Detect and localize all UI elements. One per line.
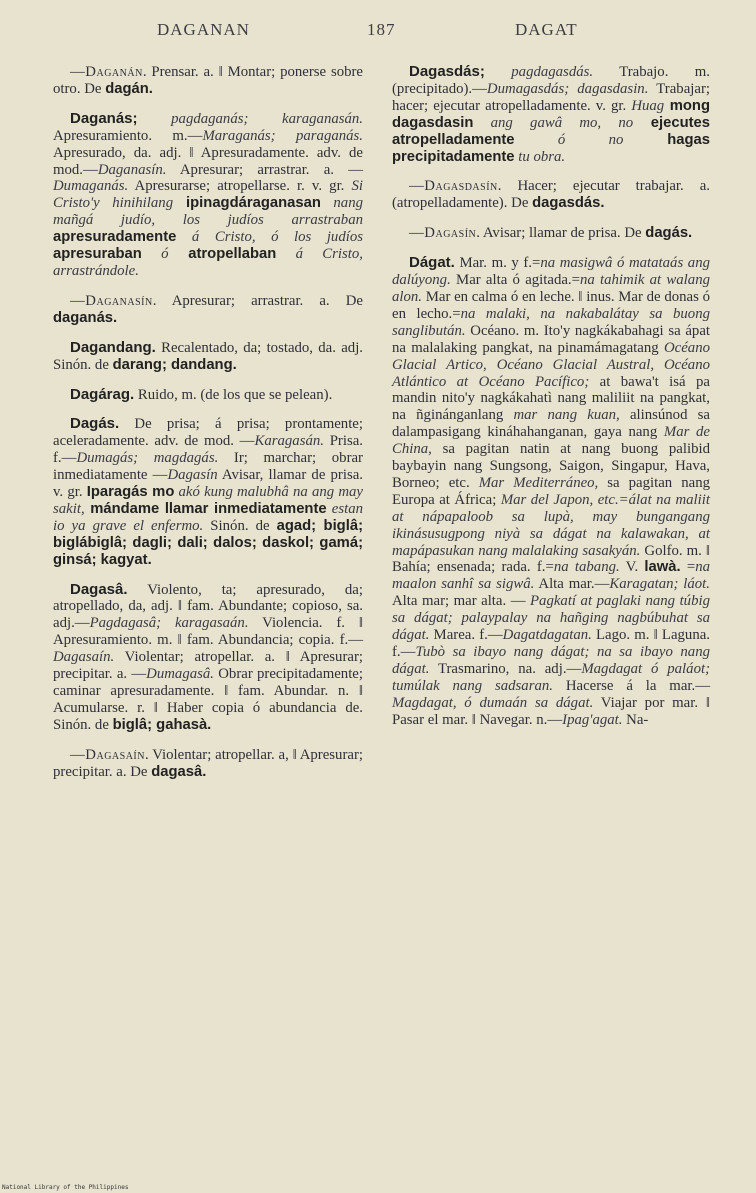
entry-daganas: Daganás; pagdaganás; karaganasán. Apresuramiento. m.—Maraganás; paraganás. Apresurado, da. adj. ‖ Apresuradamente. adv. de mod.—Daganasín. Apresurar; arrastrar. a. —Dumaganás. Apresurarse; atropellarse. r. v. gr. Si Cristo'y hinihilang ipinagdáraganasan nang mañgá judío, los judíos arrastraban apresuradamente á Cristo, ó los judíos apresuraban ó atropellaban á Cristo, arrastrándole. bbox=[53, 109, 364, 279]
entry-dagas: Dagás. De prisa; á prisa; prontamente; aceleradamente. adv. de mod. —Karagasán. Prisa. f.—Dumagás; magdagás. Ir; marchar; obrar inmediatamente —Dagasín Avisar, llamar de prisa. v. gr. Iparagás mo akó kung malubhâ na ang may sakit, mándame llamar inmediatamente estan io ya grave el enfermo. Sinón. de agad; biglâ; biglábiglâ; dagli; dali; dalos; daskol; gamá; ginsá; kagyat. bbox=[53, 415, 363, 568]
entry-daganasin: —Daganasín. Apresurar; arrastrar. a. De daganás. bbox=[53, 292, 363, 326]
entry-dagat: Dágat. Mar. m. y f.=na masigwâ ó matataás ang dalúyong. Mar alta ó agitada.=na tahimik at walang alon. Mar en calma ó en leche. ‖ inus. Mar de donas ó en lecho.=na malaki, na nakabalátay sa buong sanglibután. Océano. m. Ito'y nagkákabahagi sa ápat na malalaking pangkat, na pinamámagatang Océano Glacial Artico, Océano Glacial Austral, Océano Atlántico at Océano Pacífico; at bawa't isá pa mandin nito'y nagkákahatì nang maliliit na pangkat, na ñginánganlang mar nang kuan, alinsúnod sa dalampasigang kináhahanganan, gaya nang Mar de China, sa pagitan natin at nang buong palibid baybayin nang Sungsong, Saigon, Singapur, Hava, Borneo; etc. Mar Mediterráneo, sa pagitan nang Europa at África; Mar del Japon, etc.=álat na maliit at nápapaloob sa lupà, may bungangang ikinásusugpong niyà sa dágat na kalawakan, at mapápasukan nang malalaking sasakyán. Golfo. m. ‖ Bahía; ensenada; rada. f.=na tabang. V. lawà. =na maalon sanhî sa sigwâ. Alta mar.—Karagatan; láot. Alta mar; mar alta. — Pagkatí at paglaki nang túbig sa dágat; palaypalay na hañging nagbúbuhat sa dágat. Marea. f.—Dagatdagatan. Lago. m. ‖ Laguna. f.—Tubò sa ibayo nang dágat; na sa ibayo nang dágat. Trasmarino, na. adj.—Magdagat ó paláot; tumúlak nang sadsaran. Hacerse á la mar.—Magdagat, ó dumaán sa dágat. Viajar por mar. ‖ Pasar el mar. ‖ Navegar. n.—Ipag'agat. Na- bbox=[392, 254, 711, 728]
page-number: 187 bbox=[367, 20, 396, 39]
entry-dagasin: —Dagasín. Avisar; llamar de prisa. De dagás. bbox=[409, 225, 693, 242]
entry-dagasain: —Dagasaín. Violentar; atropellar. a, ‖ Apresurar; precipitar. a. De dagasâ. bbox=[53, 746, 363, 780]
entry-dagasa: Dagasâ. Violento, ta; apresurado, da; atropellado, da, adj. ‖ fam. Abundante; copioso, sa. adj.—Pagdagasâ; karagasaán. Violencia. f. ‖ Apresuramiento. m. ‖ fam. Abundancia; copia. f.—Dagasaín. Violentar; atropellar. a. ‖ Apresurar; precipitar. a. —Dumagasâ. Obrar precipitadamente; caminar apresuradamente. ‖ fam. Abundar. n. ‖ Acumularse. r. ‖ Haber copia ó abundancia de. Sinón. de biglâ; gahasà. bbox=[53, 580, 363, 733]
right-column bbox=[392, 64, 710, 742]
entry-dagarag: Dagárag. Ruido, m. (de los que se pelean). bbox=[70, 385, 333, 403]
entry-dagandang: Dagandang. Recalentado, da; tostado, da. adj. Sinón. de darang; dandang. bbox=[53, 338, 363, 373]
left-column bbox=[53, 64, 363, 794]
running-head-right: DAGAT bbox=[515, 20, 578, 39]
page-header bbox=[0, 20, 756, 44]
entry-daganan: —Daganán. Prensar. a. ‖ Montar; ponerse sobre otro. De dagán. bbox=[53, 64, 363, 97]
entry-dagasdas: Dagasdás; pagdagasdás. Trabajo. m. (precipitado).—Dumagasdás; dagasdasin. Trabajar; hacer; ejecutar atropelladamente. v. gr. Huag mong dagasdasin ang gawâ mo, no ejecutes atropelladamente ó no hagas precipitadamente tu obra. bbox=[392, 63, 710, 165]
running-head-left: DAGANAN bbox=[157, 20, 250, 39]
entry-dagasdasin: —Dagasdasín. Hacer; ejecutar trabajar. a. (atropelladamente). De dagasdás. bbox=[392, 178, 710, 212]
library-credit: National Library of the Philippines bbox=[2, 1184, 129, 1191]
